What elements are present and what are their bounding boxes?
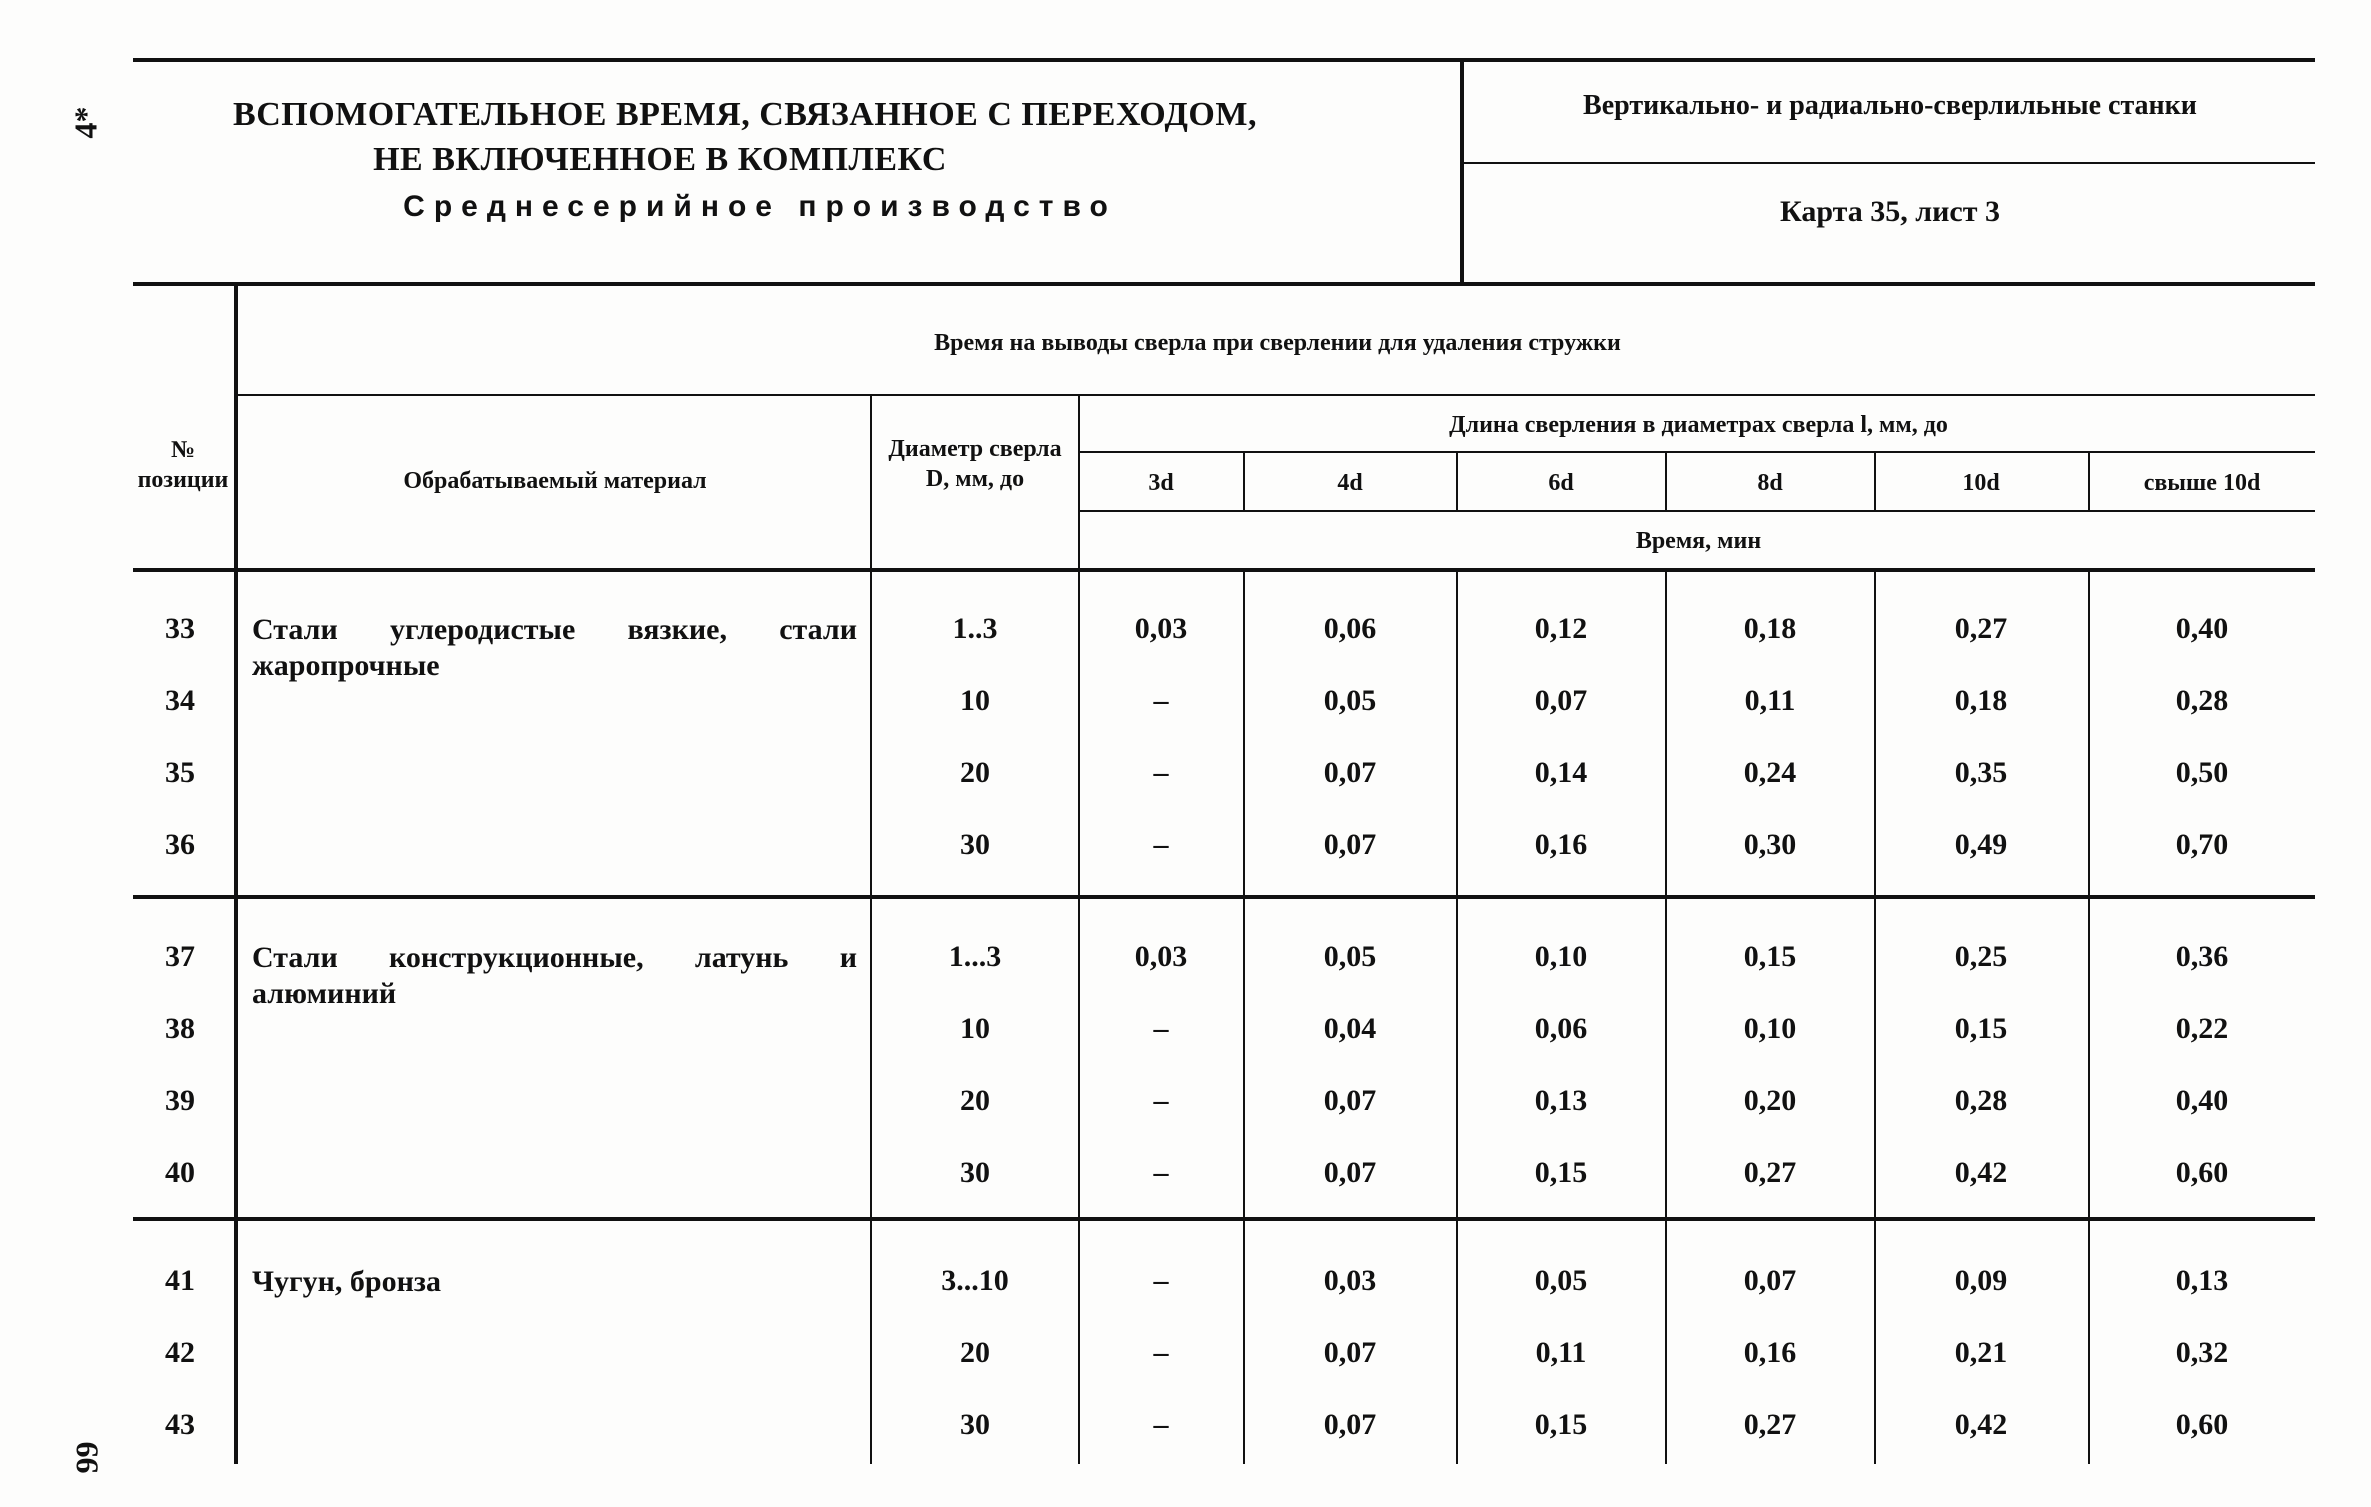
card-label: Карта 35, лист 3 [1780, 195, 2000, 228]
time-cell: 0,05 [1323, 940, 1377, 973]
time-cell: 0,03 [1134, 612, 1188, 645]
time-cell: 0,11 [1744, 684, 1796, 717]
material-cell: Стали конструкционные, латунь и алюминий [252, 941, 857, 1010]
body-divider-6d [1665, 570, 1667, 1464]
length-header-rule [1080, 451, 2315, 453]
col-header-material: Обрабатываемый материал [403, 468, 707, 494]
time-cell: 0,04 [1323, 1012, 1377, 1045]
time-cell: – [1153, 1264, 1169, 1297]
diameter-cell: 10 [960, 684, 990, 717]
time-cell: 0,42 [1954, 1408, 2008, 1441]
time-cell: – [1153, 1084, 1169, 1117]
col-divider-4d [1456, 451, 1458, 510]
position-cell: 35 [165, 756, 195, 789]
diameter-cell: 30 [960, 1408, 990, 1441]
diameter-cell: 20 [960, 1336, 990, 1369]
diameter-cell: 1..3 [952, 612, 998, 645]
time-cell: 0,07 [1323, 828, 1377, 861]
col-divider-10d [2088, 451, 2090, 510]
time-cell: 0,07 [1323, 1084, 1377, 1117]
time-cell: 0,10 [1743, 1012, 1797, 1045]
time-cell: 0,22 [2175, 1012, 2229, 1045]
length-col-header: 4d [1337, 470, 1363, 496]
time-cell: 0,27 [1743, 1156, 1797, 1189]
position-cell: 41 [165, 1264, 195, 1297]
time-cell: 0,28 [1954, 1084, 2008, 1117]
time-cell: 0,32 [2175, 1336, 2229, 1369]
time-cell: 0,25 [1954, 940, 2008, 973]
time-header: Время, мин [1635, 528, 1762, 554]
time-cell: 0,16 [1534, 828, 1588, 861]
time-cell: 0,27 [1743, 1408, 1797, 1441]
col-divider-6d [1665, 451, 1667, 510]
time-cell: 0,35 [1954, 756, 2008, 789]
position-cell: 38 [165, 1012, 195, 1045]
time-cell: 0,06 [1323, 612, 1377, 645]
time-cell: 0,18 [1954, 684, 2008, 717]
time-cell: 0,15 [1743, 940, 1797, 973]
group2-separator [133, 1217, 2315, 1221]
time-cell: 0,60 [2175, 1156, 2229, 1189]
col-divider-8d [1874, 451, 1876, 510]
col-header-diameter: Диаметр сверла D, мм, до [888, 436, 1062, 492]
group-header: Время на выводы сверла при сверлении для удаления стружки [934, 330, 1621, 356]
diameter-cell: 10 [960, 1012, 990, 1045]
time-cell: 0,13 [2175, 1264, 2229, 1297]
time-cell: 0,06 [1534, 1012, 1588, 1045]
diameter-cell: 20 [960, 756, 990, 789]
material-cell: Стали углеродистые вязкие, стали жаропрочные [252, 613, 857, 682]
diameter-cell: 1...3 [948, 940, 1002, 973]
length-col-header: 3d [1148, 470, 1174, 496]
time-cell: 0,16 [1743, 1336, 1797, 1369]
position-cell: 43 [165, 1408, 195, 1441]
header-right-rule [1460, 162, 2315, 164]
table-header-bottom-rule [133, 568, 2315, 572]
diameter-cell: 20 [960, 1084, 990, 1117]
time-cell: 0,20 [1743, 1084, 1797, 1117]
material-cell: Чугун, бронза [252, 1265, 441, 1298]
header-title-line2: НЕ ВКЛЮЧЕННОЕ В КОМПЛЕКС [373, 141, 947, 178]
time-cell: 0,36 [2175, 940, 2229, 973]
position-cell: 34 [165, 684, 195, 717]
machine-type: Вертикально- и радиально-сверлильные станки [1583, 90, 2197, 121]
time-cell: – [1153, 756, 1169, 789]
body-divider-10d [2088, 570, 2090, 1464]
group-header-rule [234, 394, 2315, 396]
time-cell: 0,49 [1954, 828, 2008, 861]
diameter-cell: 30 [960, 1156, 990, 1189]
time-cell: – [1153, 1408, 1169, 1441]
time-cell: 0,03 [1323, 1264, 1377, 1297]
time-cell: 0,13 [1534, 1084, 1588, 1117]
length-col-header: 6d [1548, 470, 1574, 496]
position-cell: 39 [165, 1084, 195, 1117]
length-header: Длина сверления в диаметрах сверла l, мм, до [1449, 412, 1948, 438]
time-cell: 0,15 [1534, 1408, 1588, 1441]
group1-separator [133, 895, 2315, 899]
time-cell: 0,11 [1535, 1336, 1587, 1369]
col-header-position: № позиции [137, 437, 229, 493]
page-side-mark: 4* [67, 106, 104, 139]
body-divider-3d [1243, 570, 1245, 1464]
time-cell: 0,07 [1323, 1408, 1377, 1441]
position-cell: 33 [165, 612, 195, 645]
length-cols-rule [1080, 510, 2315, 512]
time-cell: 0,28 [2175, 684, 2229, 717]
time-cell: 0,40 [2175, 612, 2229, 645]
time-cell: 0,07 [1323, 1156, 1377, 1189]
time-cell: 0,27 [1954, 612, 2008, 645]
time-cell: – [1153, 1012, 1169, 1045]
time-cell: 0,10 [1534, 940, 1588, 973]
diameter-cell: 3...10 [941, 1264, 1009, 1297]
header-subtitle: Среднесерийное производство [403, 190, 1117, 223]
time-cell: 0,70 [2175, 828, 2229, 861]
time-cell: 0,24 [1743, 756, 1797, 789]
diameter-cell: 30 [960, 828, 990, 861]
header-top-rule [133, 58, 2315, 62]
position-cell: 36 [165, 828, 195, 861]
time-cell: 0,09 [1954, 1264, 2008, 1297]
position-cell: 42 [165, 1336, 195, 1369]
time-cell: 0,18 [1743, 612, 1797, 645]
time-cell: 0,15 [1954, 1012, 2008, 1045]
time-cell: 0,03 [1134, 940, 1188, 973]
time-cell: 0,07 [1534, 684, 1588, 717]
time-cell: 0,14 [1534, 756, 1588, 789]
time-cell: 0,05 [1323, 684, 1377, 717]
time-cell: 0,15 [1534, 1156, 1588, 1189]
time-cell: 0,07 [1323, 1336, 1377, 1369]
time-cell: 0,50 [2175, 756, 2229, 789]
length-col-header: 8d [1757, 470, 1783, 496]
length-col-header: 10d [1962, 470, 2000, 496]
time-cell: 0,07 [1323, 756, 1377, 789]
header-bottom-rule [133, 282, 2315, 286]
time-cell: 0,42 [1954, 1156, 2008, 1189]
header-divider [1460, 58, 1464, 284]
time-cell: – [1153, 1156, 1169, 1189]
time-cell: 0,07 [1743, 1264, 1797, 1297]
time-cell: – [1153, 828, 1169, 861]
col-divider-diameter [1078, 394, 1080, 1464]
time-cell: – [1153, 684, 1169, 717]
length-col-header: свыше 10d [2143, 470, 2261, 496]
col-divider-material [870, 394, 872, 1464]
position-cell: 37 [165, 940, 195, 973]
time-cell: 0,12 [1534, 612, 1588, 645]
page-number: 99 [68, 1441, 105, 1474]
body-divider-4d [1456, 570, 1458, 1464]
time-cell: 0,60 [2175, 1408, 2229, 1441]
header-title-line1: ВСПОМОГАТЕЛЬНОЕ ВРЕМЯ, СВЯЗАННОЕ С ПЕРЕХОДОМ, [233, 96, 1257, 133]
position-cell: 40 [165, 1156, 195, 1189]
time-cell: 0,05 [1534, 1264, 1588, 1297]
time-cell: 0,30 [1743, 828, 1797, 861]
body-divider-8d [1874, 570, 1876, 1464]
time-cell: 0,21 [1954, 1336, 2008, 1369]
time-cell: – [1153, 1336, 1169, 1369]
time-cell: 0,40 [2175, 1084, 2229, 1117]
